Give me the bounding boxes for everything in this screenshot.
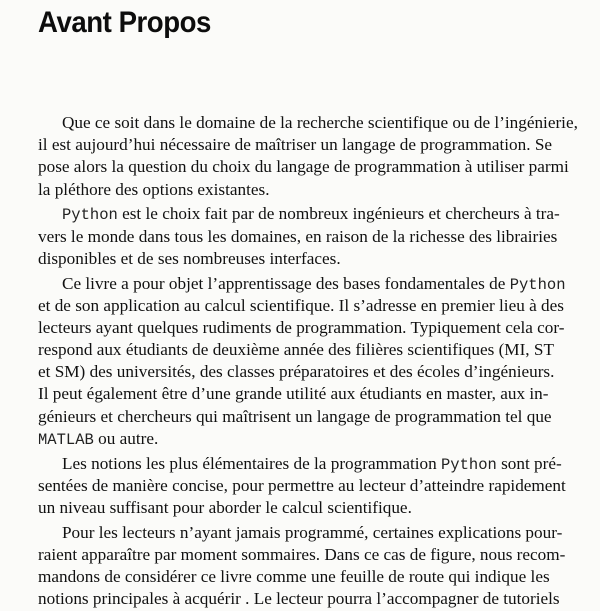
text-run: Il peut également être d’une grande utilité aux étudiants en master, aux in-	[38, 384, 549, 404]
text-line	[38, 317, 565, 339]
text-line	[38, 566, 548, 588]
text-run: respond aux étudiants de deuxième année des filières scientifiques (MI, ST	[38, 340, 554, 360]
text-run: la pléthore des options existantes.	[38, 179, 270, 199]
text-run: notions principales à acquérir . Le lecteur pourra l’accompagner de tutoriels	[38, 589, 560, 609]
text-line	[38, 203, 560, 225]
text-run: il est aujourd’hui nécessaire de maîtriser un langage de programmation. Se	[38, 135, 553, 155]
text-line	[38, 361, 555, 383]
text-line	[38, 295, 564, 317]
text-line	[38, 383, 548, 405]
text-run: ou autre.	[93, 428, 159, 448]
text-line	[38, 475, 566, 497]
paragraph	[38, 453, 566, 520]
paragraph	[38, 273, 566, 451]
code-term: Python	[509, 275, 566, 294]
text-line	[38, 156, 569, 178]
text-run: vers le monde dans tous les domaines, en raison de la richesse des librairies	[38, 226, 558, 246]
paragraph	[38, 112, 578, 201]
code-term: Python	[62, 206, 118, 225]
text-run: et de son application au calcul scientifique. Il s’adresse en premier lieu à des	[38, 295, 564, 315]
text-line	[38, 497, 548, 519]
body-text	[38, 112, 578, 611]
paragraph	[38, 203, 560, 270]
text-line	[38, 588, 560, 610]
text-line	[38, 112, 578, 134]
text-line	[38, 226, 558, 248]
text-line	[38, 248, 548, 270]
text-run: Ce livre a pour objet l’apprentissage des bases fondamentales de	[62, 273, 510, 293]
text-run: génieurs et chercheurs qui maîtrisent un langage de programmation tel que	[38, 406, 552, 426]
code-term: Python	[440, 455, 497, 474]
text-run: Que ce soit dans le domaine de la recherche scientifique ou de l’ingénierie,	[62, 113, 578, 132]
text-line	[38, 179, 548, 201]
text-run: mandons de considérer ce livre comme une feuille de route qui indique les	[38, 567, 550, 587]
text-run: disponibles et de ses nombreuses interfaces.	[38, 248, 341, 268]
text-run: sentées de manière concise, pour permettre au lecteur d’atteindre rapidement	[38, 475, 566, 495]
text-line	[38, 339, 554, 361]
text-line	[38, 406, 552, 428]
code-term: MATLAB	[38, 430, 94, 449]
text-run: pose alors la question du choix du langage de programmation à utiliser parmi	[38, 157, 569, 177]
text-line	[38, 453, 562, 475]
text-line	[38, 428, 548, 450]
text-line	[38, 522, 563, 544]
text-run: raient apparaître par moment sommaires. Dans ce cas de figure, nous recom-	[38, 544, 566, 564]
text-line	[38, 273, 566, 295]
paragraph	[38, 522, 566, 611]
text-line	[38, 544, 566, 566]
text-run: et SM) des universités, des classes préparatoires et des écoles d’ingénieurs.	[38, 362, 555, 382]
text-run: lecteurs ayant quelques rudiments de programmation. Typiquement cela cor-	[38, 317, 565, 337]
text-run: Les notions les plus élémentaires de la programmation	[62, 453, 441, 473]
text-run: est le choix fait par de nombreux ingénieurs et chercheurs à tra-	[117, 204, 560, 224]
text-run: Pour les lecteurs n’ayant jamais programmé, certaines explications pour-	[62, 522, 563, 542]
text-run: sont pré-	[496, 453, 562, 473]
page-title: Avant Propos	[38, 6, 211, 39]
text-line	[38, 134, 553, 156]
text-run: un niveau suffisant pour aborder le calcul scientifique.	[38, 497, 412, 517]
